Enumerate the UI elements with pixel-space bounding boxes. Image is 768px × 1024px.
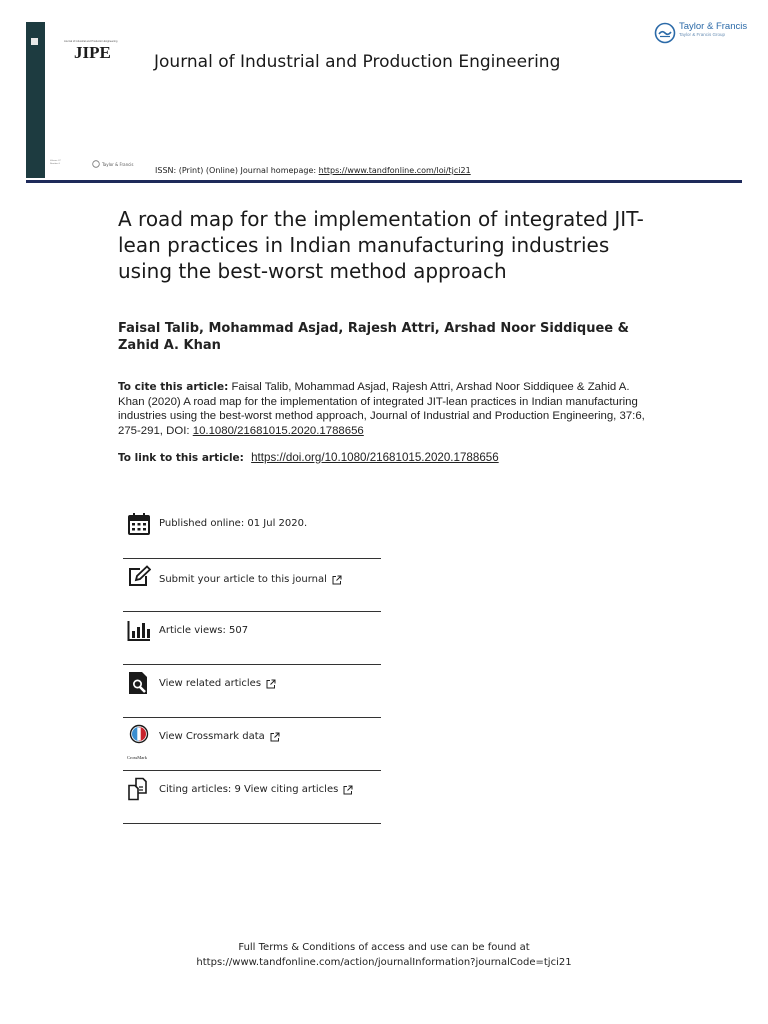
citing-icon bbox=[127, 777, 151, 801]
submit-article-text: Submit your article to this journal bbox=[159, 574, 327, 585]
citation-text: Faisal Talib, Mohammad Asjad, Rajesh Attri, Arshad Noor Siddiquee & Zahid A. Khan (2020) A road map for the implementation of integrated JIT-lean practices in Indian manufacturing industries using the best-worst method approach, Journal of Industrial and Production Engineering, 37:6, 275-291, DOI: bbox=[118, 381, 645, 437]
edit-icon bbox=[127, 565, 151, 589]
issn-prefix: ISSN: (Print) (Online) Journal homepage: bbox=[155, 166, 317, 175]
citing-articles-text: Citing articles: 9 View citing articles bbox=[159, 784, 339, 795]
article-views-label: Article views: 507 bbox=[159, 625, 249, 636]
related-articles-row[interactable] bbox=[123, 665, 381, 718]
cover-logo: JIPE bbox=[74, 43, 111, 62]
citing-articles-row[interactable] bbox=[123, 771, 381, 824]
external-link-icon bbox=[266, 679, 276, 689]
article-views-row bbox=[123, 612, 381, 665]
submit-article-row[interactable] bbox=[123, 559, 381, 612]
crossmark-row[interactable] bbox=[123, 718, 381, 771]
taylor-francis-logo-icon bbox=[654, 22, 676, 44]
external-link-icon bbox=[270, 732, 280, 742]
publisher-brand[interactable] bbox=[654, 22, 747, 44]
cover-tiny-text: Journal of Industrial and Production Engineering bbox=[64, 40, 118, 43]
header-rule bbox=[26, 180, 742, 183]
published-online-label: Published online: 01 Jul 2020. bbox=[159, 518, 308, 529]
external-link-icon bbox=[343, 785, 353, 795]
cover-strip bbox=[26, 22, 45, 178]
published-online-row bbox=[123, 506, 381, 559]
citation-label: To cite this article: bbox=[118, 381, 229, 393]
footer-terms-link[interactable]: https://www.tandfonline.com/action/journalInformation?journalCode=tjci21 bbox=[196, 956, 572, 968]
issn-line bbox=[155, 166, 471, 175]
related-articles-text: View related articles bbox=[159, 678, 262, 689]
footer bbox=[0, 941, 768, 970]
related-articles-label bbox=[159, 678, 276, 689]
submit-article-label bbox=[159, 574, 342, 585]
crossmark-icon bbox=[127, 724, 151, 748]
publisher-logo-icon bbox=[92, 160, 100, 168]
footer-line-1: Full Terms & Conditions of access and use can be found at bbox=[238, 942, 530, 953]
divider bbox=[123, 823, 381, 824]
crossmark-caption: CrossMark bbox=[127, 755, 147, 760]
cover-publisher bbox=[92, 160, 134, 168]
journal-homepage-link[interactable]: https://www.tandfonline.com/loi/tjci21 bbox=[318, 166, 471, 175]
brand-subtitle: Taylor & Francis Group bbox=[679, 31, 726, 37]
search-document-icon bbox=[127, 671, 151, 695]
journal-title: Journal of Industrial and Production Engineering bbox=[154, 52, 561, 72]
crossmark-text: View Crossmark data bbox=[159, 731, 265, 742]
article-title: A road map for the implementation of integrated JIT-lean practices in Indian manufacturing industries using the best-worst method approach bbox=[118, 207, 644, 283]
calendar-icon bbox=[127, 512, 151, 536]
citation-block bbox=[118, 380, 648, 438]
article-link-line bbox=[118, 451, 499, 464]
bar-chart-icon bbox=[127, 618, 151, 642]
article-authors: Faisal Talib, Mohammad Asjad, Rajesh Attri, Arshad Noor Siddiquee & Zahid A. Khan bbox=[118, 321, 629, 353]
crossmark-label bbox=[159, 731, 280, 742]
doi-link[interactable]: 10.1080/21681015.2020.1788656 bbox=[192, 424, 364, 437]
article-link-label: To link to this article: bbox=[118, 452, 244, 464]
article-link[interactable]: https://doi.org/10.1080/21681015.2020.1788656 bbox=[251, 451, 499, 464]
citing-articles-label bbox=[159, 784, 353, 795]
cover-tiny-text-2: Volume 37 Number 6 bbox=[50, 160, 61, 165]
external-link-icon bbox=[332, 575, 342, 585]
cover-publisher-label: Taylor & Francis bbox=[102, 161, 134, 167]
cover-mark bbox=[31, 38, 38, 45]
brand-name: Taylor & Francis bbox=[679, 21, 748, 32]
